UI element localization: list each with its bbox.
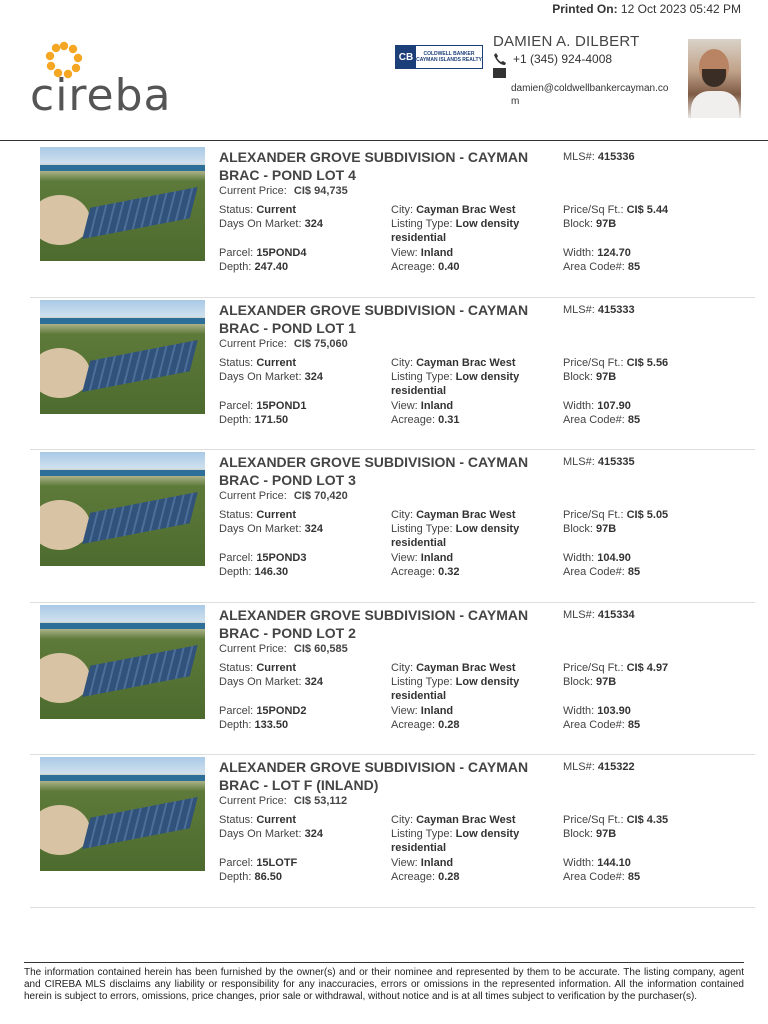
- field-value: 0.28: [438, 871, 460, 883]
- field-label: City:: [391, 661, 413, 674]
- field-value: 15LOTF: [256, 857, 298, 869]
- field-label: Parcel:: [219, 399, 254, 412]
- field-label: Area Code#:: [563, 261, 625, 273]
- field-value: Inland: [420, 552, 454, 564]
- field-value: Cayman Brac West: [416, 204, 516, 216]
- field-value: 324: [304, 675, 323, 688]
- field-value: Cayman Brac West: [416, 661, 516, 674]
- field-label: Price/Sq Ft.:: [563, 814, 624, 826]
- logo-text: cireba: [30, 70, 172, 121]
- acreage-field: [391, 260, 541, 274]
- field-label: Days On Market:: [219, 523, 302, 535]
- view-field: [391, 856, 541, 870]
- field-value: 146.30: [254, 566, 289, 578]
- field-label: Width:: [563, 399, 595, 412]
- field-label: Status:: [219, 509, 254, 521]
- width-field: [563, 551, 631, 565]
- block-field: [563, 522, 616, 536]
- price-sqft-field: [563, 356, 668, 370]
- field-label: Acreage:: [391, 566, 436, 578]
- field-label: Listing Type:: [391, 523, 453, 535]
- field-label: Price/Sq Ft.:: [563, 204, 624, 216]
- avatar: [688, 39, 741, 118]
- field-label: Width:: [563, 704, 595, 717]
- field-value: 124.70: [597, 247, 631, 259]
- field-value: 324: [304, 370, 323, 383]
- price-sqft-field: [563, 813, 668, 827]
- width-field: [563, 399, 631, 413]
- agent-email-address: damien@coldwellbankercayman.com: [511, 83, 669, 107]
- field-label: Parcel:: [219, 247, 254, 259]
- agent-phone-number: +1 (345) 924-4008: [513, 52, 613, 66]
- listing-item[interactable]: [30, 755, 755, 908]
- field-label: View:: [391, 704, 418, 717]
- printed-label: Printed On:: [552, 2, 618, 16]
- agent-email: [493, 68, 673, 108]
- field-label: Block:: [563, 523, 593, 535]
- field-label: Listing Type:: [391, 675, 453, 688]
- current-price: Current Price: CI$ 60,585: [219, 642, 348, 655]
- block-field: [563, 217, 616, 231]
- field-value: 85: [627, 871, 641, 883]
- block-field: [563, 827, 616, 841]
- field-value: 85: [627, 261, 641, 273]
- field-value: Inland: [420, 399, 454, 412]
- field-label: View:: [391, 399, 418, 412]
- field-value: Current: [256, 509, 297, 521]
- field-label: Depth:: [219, 718, 252, 731]
- field-value: 85: [627, 718, 641, 731]
- listing-title[interactable]: ALEXANDER GROVE SUBDIVISION - CAYMAN BRAC - LOT F (INLAND): [219, 759, 529, 793]
- field-value: 324: [304, 828, 323, 840]
- listing-title[interactable]: ALEXANDER GROVE SUBDIVISION - CAYMAN BRAC - POND LOT 4: [219, 149, 529, 183]
- field-value: 0.31: [438, 413, 460, 426]
- depth-field: [219, 870, 282, 884]
- status-field: [219, 661, 296, 675]
- field-value: Cayman Brac West: [416, 509, 516, 521]
- field-value: 97B: [596, 218, 617, 230]
- field-value: 247.40: [254, 261, 289, 273]
- parcel-field: [219, 704, 306, 718]
- field-value: 324: [304, 523, 323, 535]
- field-label: Days On Market:: [219, 218, 302, 230]
- agent-phone: [493, 52, 612, 66]
- status-field: [219, 508, 296, 522]
- field-value: 15POND3: [256, 552, 307, 564]
- property-photo[interactable]: [40, 757, 205, 871]
- field-value: Inland: [420, 704, 454, 717]
- field-label: Depth:: [219, 413, 252, 426]
- printed-on: [552, 2, 741, 16]
- mls-number: MLS#: 415336: [563, 151, 635, 163]
- width-field: [563, 246, 631, 260]
- field-label: Acreage:: [391, 261, 436, 273]
- field-value: 85: [627, 566, 641, 578]
- field-label: Listing Type:: [391, 218, 453, 230]
- acreage-field: [391, 718, 541, 732]
- field-label: City:: [391, 356, 413, 369]
- broker-logo-line1: COLDWELL BANKER: [423, 51, 475, 57]
- property-photo[interactable]: [40, 605, 205, 719]
- mail-icon: [493, 68, 506, 78]
- field-value: Cayman Brac West: [416, 356, 516, 369]
- cb-mark-icon: CB: [396, 46, 416, 68]
- area-code-field: [563, 260, 640, 274]
- current-price: Current Price: CI$ 53,112: [219, 795, 348, 807]
- mls-number: MLS#: 415335: [563, 456, 635, 468]
- field-value: CI$ 5.56: [626, 356, 669, 369]
- price-sqft-field: [563, 508, 668, 522]
- mls-number: MLS#: 415333: [563, 303, 635, 316]
- parcel-field: [219, 551, 306, 565]
- field-label: City:: [391, 814, 413, 826]
- listing-type-field: [391, 675, 541, 703]
- field-label: Block:: [563, 828, 593, 840]
- city-field: [391, 813, 541, 827]
- width-field: [563, 856, 631, 870]
- field-label: Parcel:: [219, 857, 254, 869]
- field-value: 97B: [596, 828, 617, 840]
- property-photo[interactable]: [40, 300, 205, 414]
- footer-divider: [24, 962, 744, 963]
- parcel-field: [219, 856, 297, 870]
- area-code-field: [563, 870, 640, 884]
- field-value: Low density residential: [391, 218, 520, 244]
- area-code-field: [563, 718, 640, 732]
- field-label: Price/Sq Ft.:: [563, 661, 624, 674]
- field-label: Block:: [563, 370, 593, 383]
- field-label: Status:: [219, 814, 254, 826]
- field-value: 104.90: [597, 552, 631, 564]
- field-label: Area Code#:: [563, 413, 625, 426]
- agent-name: DAMIEN A. DILBERT: [493, 33, 640, 50]
- city-field: [391, 661, 541, 675]
- property-photo[interactable]: [40, 452, 205, 566]
- listing-list: [30, 145, 755, 908]
- field-label: View:: [391, 247, 418, 259]
- field-label: Price/Sq Ft.:: [563, 509, 624, 521]
- view-field: [391, 704, 541, 718]
- view-field: [391, 399, 541, 413]
- field-label: Width:: [563, 552, 595, 564]
- field-value: Current: [256, 356, 297, 369]
- field-label: Status:: [219, 661, 254, 674]
- depth-field: [219, 718, 288, 732]
- field-value: Current: [256, 661, 297, 674]
- field-label: Depth:: [219, 871, 252, 883]
- field-label: Acreage:: [391, 413, 436, 426]
- field-value: 103.90: [597, 704, 631, 717]
- field-value: Current: [256, 204, 297, 216]
- property-photo[interactable]: [40, 147, 205, 261]
- field-value: 85: [627, 413, 641, 426]
- field-label: Area Code#:: [563, 871, 625, 883]
- field-value: 0.40: [438, 261, 460, 273]
- field-value: 97B: [596, 370, 617, 383]
- field-value: CI$ 5.44: [626, 204, 669, 216]
- field-label: Status:: [219, 356, 254, 369]
- field-value: CI$ 4.35: [626, 814, 669, 826]
- field-label: Status:: [219, 204, 254, 216]
- view-field: [391, 246, 541, 260]
- area-code-field: [563, 413, 640, 427]
- broker-logo-line2: CAYMAN ISLANDS REALTY: [416, 57, 482, 63]
- header-divider: [0, 140, 768, 141]
- field-value: Low density residential: [391, 675, 520, 702]
- printed-value: 12 Oct 2023 05:42 PM: [620, 2, 741, 16]
- days-on-market-field: [219, 827, 323, 841]
- depth-field: [219, 413, 288, 427]
- listing-item[interactable]: [30, 145, 755, 298]
- listing-type-field: [391, 370, 541, 398]
- depth-field: [219, 260, 288, 274]
- field-value: 97B: [596, 523, 617, 535]
- field-label: Area Code#:: [563, 718, 625, 731]
- field-value: 133.50: [254, 718, 289, 731]
- phone-icon: [493, 52, 507, 66]
- field-value: CI$ 4.97: [626, 661, 669, 674]
- field-label: Area Code#:: [563, 566, 625, 578]
- field-label: View:: [391, 857, 418, 869]
- listing-type-field: [391, 827, 541, 855]
- field-value: 324: [304, 218, 323, 230]
- field-label: Block:: [563, 675, 593, 688]
- listing-title[interactable]: ALEXANDER GROVE SUBDIVISION - CAYMAN BRAC - POND LOT 1: [219, 301, 529, 336]
- field-label: Price/Sq Ft.:: [563, 356, 624, 369]
- price-sqft-field: [563, 661, 668, 675]
- field-value: 0.28: [438, 718, 460, 731]
- field-value: 97B: [596, 675, 617, 688]
- status-field: [219, 356, 296, 370]
- field-label: Listing Type:: [391, 370, 453, 383]
- listing-type-field: [391, 522, 541, 550]
- block-field: [563, 675, 616, 689]
- days-on-market-field: [219, 675, 323, 689]
- current-price: Current Price: CI$ 94,735: [219, 185, 348, 197]
- days-on-market-field: [219, 217, 323, 231]
- city-field: [391, 356, 541, 370]
- field-label: City:: [391, 204, 413, 216]
- field-value: 15POND2: [256, 704, 307, 717]
- field-value: 0.32: [438, 566, 460, 578]
- current-price: Current Price: CI$ 70,420: [219, 490, 348, 502]
- listing-item[interactable]: [30, 298, 755, 451]
- depth-field: [219, 565, 288, 579]
- field-value: 15POND4: [256, 247, 307, 259]
- acreage-field: [391, 870, 541, 884]
- field-label: Parcel:: [219, 552, 254, 564]
- parcel-field: [219, 399, 306, 413]
- days-on-market-field: [219, 522, 323, 536]
- field-label: Depth:: [219, 261, 252, 273]
- status-field: [219, 203, 296, 217]
- field-value: Low density residential: [391, 523, 520, 549]
- city-field: [391, 203, 541, 217]
- listing-type-field: [391, 217, 541, 245]
- price-sqft-field: [563, 203, 668, 217]
- field-value: Inland: [420, 247, 454, 259]
- disclaimer: The information contained herein has been furnished by the owner(s) and or their nominee and represented by them to be accurate. The listing company, agent and CIREBA MLS disclaims any liability or responsibility for any inaccuracies, errors or omissions in the represented information. All the information contained herein is subject to errors, omissions, price changes, prior sale or withdrawal, without notice and is at all times subject to verification by the purchaser(s).: [24, 967, 744, 1002]
- listing-item[interactable]: [30, 603, 755, 756]
- field-value: CI$ 5.05: [626, 509, 669, 521]
- acreage-field: [391, 413, 541, 427]
- field-value: Current: [256, 814, 297, 826]
- width-field: [563, 704, 631, 718]
- field-value: 15POND1: [256, 399, 307, 412]
- status-field: [219, 813, 296, 827]
- days-on-market-field: [219, 370, 323, 384]
- listing-item[interactable]: [30, 450, 755, 603]
- mls-number: MLS#: 415334: [563, 608, 635, 621]
- field-label: Width:: [563, 247, 595, 259]
- field-value: 86.50: [254, 871, 283, 883]
- view-field: [391, 551, 541, 565]
- current-price: Current Price: CI$ 75,060: [219, 337, 348, 350]
- acreage-field: [391, 565, 541, 579]
- field-label: Acreage:: [391, 871, 436, 883]
- mls-number: MLS#: 415322: [563, 761, 635, 773]
- field-label: Acreage:: [391, 718, 436, 731]
- block-field: [563, 370, 616, 384]
- field-value: 171.50: [254, 413, 289, 426]
- field-label: Width:: [563, 857, 595, 869]
- field-value: Cayman Brac West: [416, 814, 516, 826]
- field-label: View:: [391, 552, 418, 564]
- field-value: 144.10: [597, 857, 631, 869]
- field-label: Listing Type:: [391, 828, 453, 840]
- field-value: Low density residential: [391, 828, 520, 854]
- city-field: [391, 508, 541, 522]
- parcel-field: [219, 246, 306, 260]
- field-label: Days On Market:: [219, 675, 302, 688]
- listing-title[interactable]: ALEXANDER GROVE SUBDIVISION - CAYMAN BRAC - POND LOT 2: [219, 606, 529, 641]
- field-label: Days On Market:: [219, 370, 302, 383]
- field-label: Days On Market:: [219, 828, 302, 840]
- listing-title[interactable]: ALEXANDER GROVE SUBDIVISION - CAYMAN BRAC - POND LOT 3: [219, 454, 529, 488]
- field-value: Inland: [420, 857, 454, 869]
- field-value: 107.90: [597, 399, 631, 412]
- broker-logo: [395, 45, 483, 69]
- field-label: Depth:: [219, 566, 252, 578]
- field-label: Parcel:: [219, 704, 254, 717]
- area-code-field: [563, 565, 640, 579]
- field-label: Block:: [563, 218, 593, 230]
- field-label: City:: [391, 509, 413, 521]
- field-value: Low density residential: [391, 370, 520, 397]
